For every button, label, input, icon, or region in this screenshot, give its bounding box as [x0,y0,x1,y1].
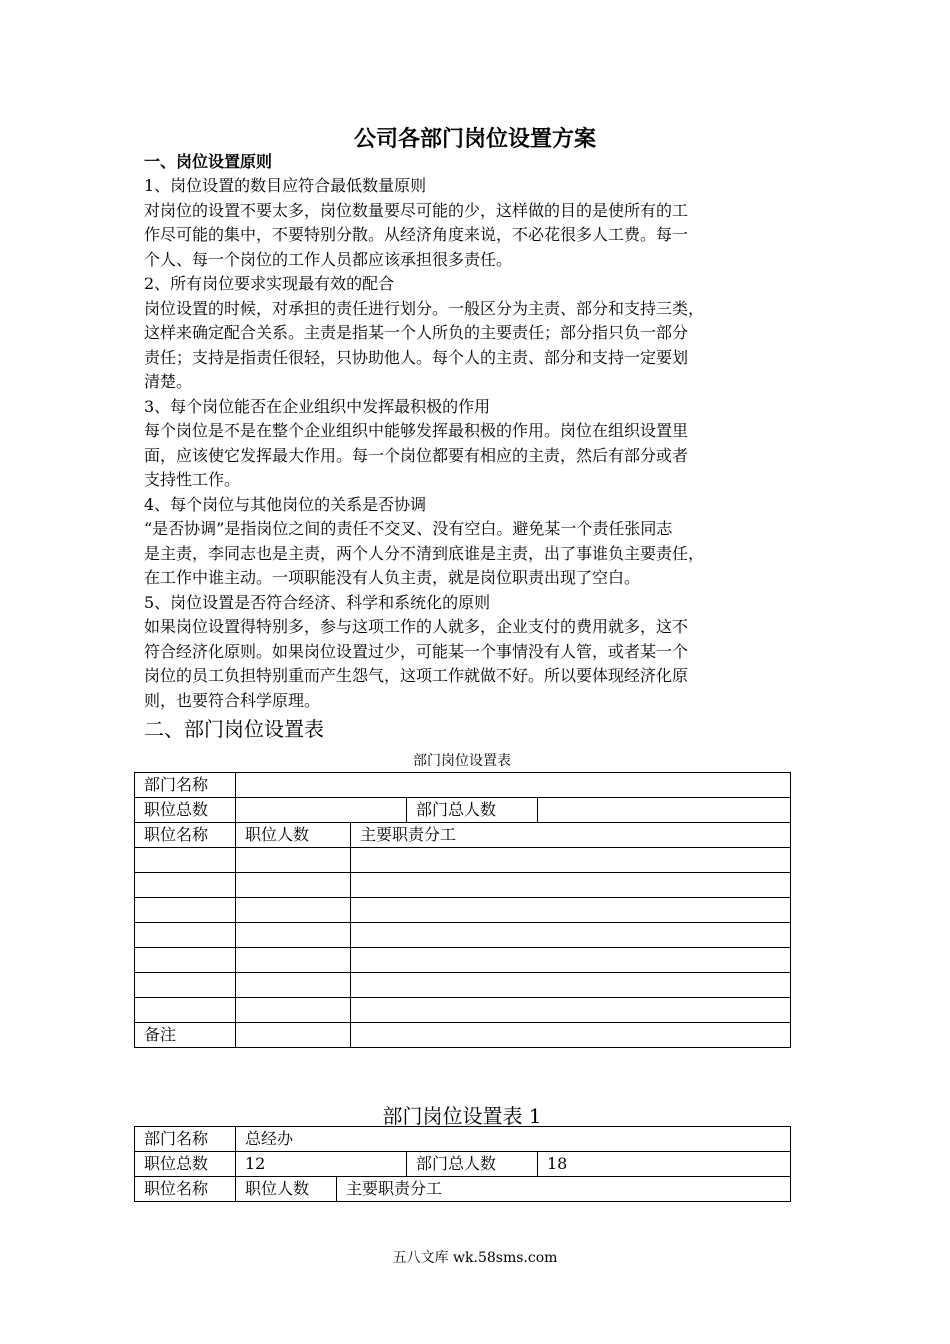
table-cell [236,973,351,998]
principle-heading: 2、所有岗位要求实现最有效的配合 [144,274,395,293]
duties-label: 主要职责分工 [351,823,791,848]
paragraph-line: 对岗位的设置不要太多，岗位数量要尽可能的少，这样做的目的是使所有的工 [144,200,689,220]
position-table-blank [134,772,791,1048]
table-cell [236,848,351,873]
footer-watermark: 五八文库 wk.58sms.com [392,1250,558,1266]
table-caption: 部门岗位设置表 1 [382,1104,542,1128]
table-row [135,923,791,948]
table-cell [351,973,791,998]
section-heading: 二、部门岗位设置表 [144,717,324,741]
table-cell [351,923,791,948]
paragraph-line: 面，应该使它发挥最大作用。每一个岗位都要有相应的主责，然后有部分或者 [144,445,689,465]
table-cell [135,848,236,873]
paragraph-line: 则，也要符合科学原理。 [144,690,321,710]
paragraph-line: 在工作中谁主动。一项职能没有人负主责，就是岗位职责出现了空白。 [144,568,641,587]
dept-headcount-value: 18 [538,1152,791,1177]
duties-label: 主要职责分工 [337,1177,791,1202]
table-row [135,1127,791,1152]
table-cell [135,998,236,1023]
table-cell [236,948,351,973]
table-row [135,773,791,798]
table-cell [351,873,791,898]
table-cell [351,848,791,873]
table-cell [236,1023,351,1048]
paragraph-line: 岗位设置的时候，对承担的责任进行划分。一般区分为主责、部分和支持三类， [144,298,705,318]
dept-name-label: 部门名称 [135,1127,236,1152]
total-positions-label: 职位总数 [135,798,236,823]
paragraph-line: 清楚。 [144,372,193,391]
principle-item [144,395,794,493]
table-row [135,1023,791,1048]
table-row [135,998,791,1023]
table-row [135,1152,791,1177]
table-cell [351,898,791,923]
total-positions-value: 12 [236,1152,407,1177]
paragraph-line: 岗位的员工负担特别重而产生怨气，这项工作就做不好。所以要体现经济化原 [144,666,689,685]
table-cell [135,948,236,973]
table-cell [135,923,236,948]
table-row [135,798,791,823]
table-cell [236,898,351,923]
principle-heading: 1、岗位设置的数目应符合最低数量原则 [144,176,427,195]
paragraph-line: 符合经济化原则。如果岗位设置过少，可能某一个事情没有人管，或者某一个 [144,641,689,661]
table-cell [236,923,351,948]
total-positions-label: 职位总数 [135,1152,236,1177]
dept-name-value: 总经办 [236,1127,791,1152]
principle-item [144,493,794,591]
table-cell [135,873,236,898]
paragraph-line: 如果岗位设置得特别多，参与这项工作的人就多，企业支付的费用就多，这不 [144,617,689,636]
table-row [135,1177,791,1202]
section-heading: 一、岗位设置原则 [144,152,273,171]
paragraph-line: 作尽可能的集中，不要特别分散。从经济角度来说，不必花很多人工费。每一 [144,225,689,244]
paragraph-line: 支持性工作。 [144,470,241,489]
paragraph-line: 个人、每一个岗位的工作人员都应该承担很多责任。 [144,249,513,269]
dept-name-cell [236,773,791,798]
document-body [144,150,794,743]
principle-heading: 5、岗位设置是否符合经济、科学和系统化的原则 [144,592,491,612]
table-row [135,823,791,848]
table-row [135,848,791,873]
remarks-cell [351,1023,791,1048]
table-cell [135,973,236,998]
table-caption: 部门岗位设置表 [413,753,511,769]
paragraph-line: 这样来确定配合关系。主责是指某一个人所负的主要责任；部分指只负一部分 [144,323,689,342]
table-cell [351,948,791,973]
dept-headcount-label: 部门总人数 [407,798,538,823]
table-cell [236,998,351,1023]
table-row [135,973,791,998]
dept-name-label: 部门名称 [135,773,236,798]
paragraph-line: 责任；支持是指责任很轻，只协助他人。每个人的主责、部分和支持一定要划 [144,347,689,367]
dept-headcount-cell [538,798,791,823]
dept-headcount-label: 部门总人数 [407,1152,538,1177]
position-count-label: 职位人数 [236,1177,337,1202]
position-name-label: 职位名称 [135,823,236,848]
principle-heading: 4、每个岗位与其他岗位的关系是否协调 [144,494,427,514]
principle-item [144,591,794,714]
paragraph-line: “是否协调”是指岗位之间的责任不交叉、没有空白。避免某一个责任张同志 [144,519,673,538]
position-table-executive [134,1126,791,1202]
table-cell [236,873,351,898]
document-title: 公司各部门岗位设置方案 [353,126,596,152]
table-row [135,948,791,973]
principle-item [144,272,794,395]
table-cell [135,898,236,923]
position-name-label: 职位名称 [135,1177,236,1202]
paragraph-line: 每个岗位是不是在整个企业组织中能够发挥最积极的作用。岗位在组织设置里 [144,421,689,440]
principle-heading: 3、每个岗位能否在企业组织中发挥最积极的作用 [144,396,491,416]
table-row [135,873,791,898]
total-positions-cell [236,798,407,823]
table-row [135,898,791,923]
paragraph-line: 是主责，李同志也是主责，两个人分不清到底谁是主责，出了事谁负主要责任， [144,543,705,563]
position-count-label: 职位人数 [236,823,351,848]
remarks-label: 备注 [135,1023,236,1048]
table-cell [351,998,791,1023]
principle-item [144,174,794,272]
